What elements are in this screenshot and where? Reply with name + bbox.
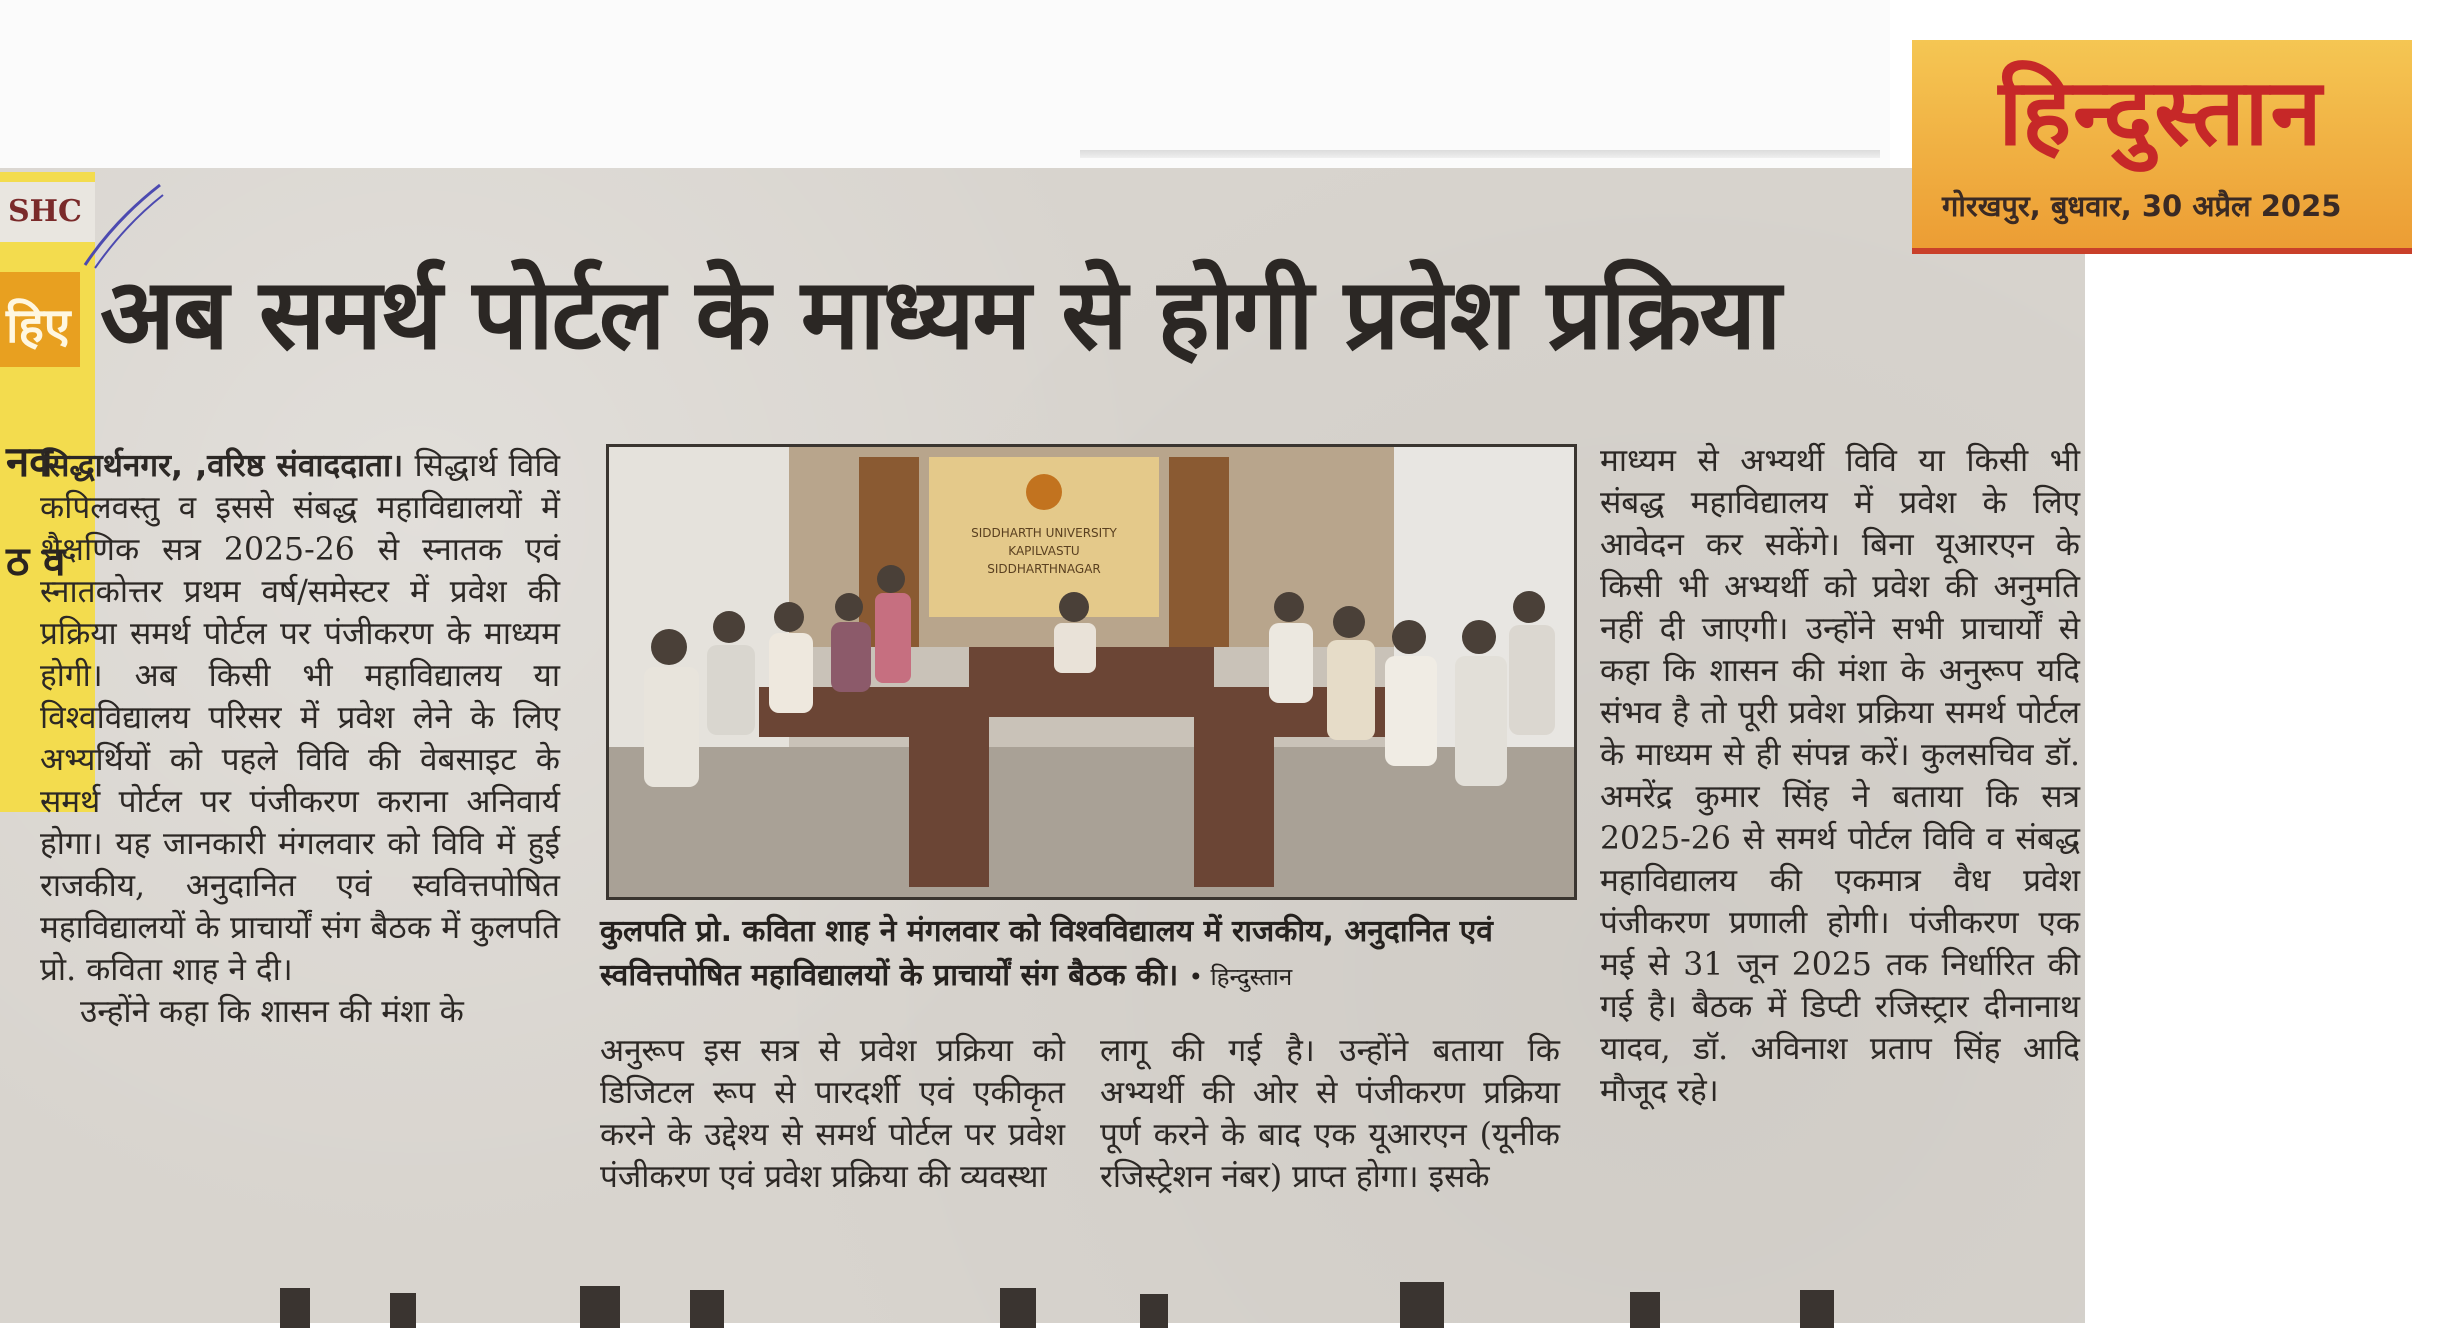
fragment-text: ठ व: [6, 538, 66, 585]
column-4-text: माध्यम से अभ्यर्थी विवि या किसी भी संबद्ध महाविद्यालय में प्रवेश के लिए आवेदन कर सकेंगे। बिना यूआरएन के किसी भी अभ्यर्थी को प्रवेश की अनुमति नहीं दी जाएगी। उन्होंने सभी प्राचार्यों से कहा कि शासन की मंशा के अनुरूप यदि संभव है तो पूरी प्रवेश प्रक्रिया समर्थ पोर्टल के माध्यम से ही संपन्न करें। कुलसचिव डॉ. अमरेंद्र कुमार सिंह ने बताया कि सत्र 2025-26 से समर्थ पोर्टल विवि व संबद्ध महाविद्यालय की एकमात्र वैध प्रवेश पंजीकरण प्रणाली होगी। पंजीकरण एक मई से 31 जून 2025 तक निर्धारित की गई है। बैठक में डिप्टी रजिस्ट्रार दीनानाथ यादव, डॉ. अविनाश प्रताप सिंह आदि मौजूद रहे।: [1600, 443, 2080, 1109]
backdrop-text-3: SIDDHARTHNAGAR: [987, 562, 1101, 576]
column-1-text: सिद्धार्थ विवि कपिलवस्तु व इससे संबद्ध महाविद्यालयों में शैक्षणिक सत्र 2025-26 से स्नातक एवं स्नातकोत्तर प्रथम वर्ष/समेस्टर में प्रवेश की प्रक्रिया समर्थ पोर्टल पर पंजीकरण के माध्यम होगी। अब किसी भी महाविद्यालय या विश्वविद्यालय परिसर में प्रवेश लेने के लिए अभ्यर्थियों को पहले विवि की वेबसाइट के समर्थ पोर्टल पर पंजीकरण कराना अनिवार्य होगा। यह जानकारी मंगलवार को विवि में हुई राजकीय, अनुदानित एवं स्ववित्तपोषित महाविद्यालयों के प्राचार्यों संग बैठक में कुलपति प्रो. कविता शाह ने दी।: [40, 448, 560, 988]
caption-text: कुलपति प्रो. कविता शाह ने मंगलवार को विश्वविद्यालय में राजकीय, अनुदानित एवं स्ववित्तपोषित महाविद्यालयों के प्राचार्यों संग बैठक की।: [600, 914, 1493, 993]
meeting-photo-illustration: [609, 447, 1574, 897]
column-1-para-2: उन्होंने कहा कि शासन की मंशा के: [80, 994, 464, 1030]
article-column-1: [40, 445, 560, 1033]
article-byline: सिद्धार्थनगर, ,वरिष्ठ संवाददाता।: [40, 448, 404, 484]
adjacent-page-text-edge: [1080, 150, 1880, 158]
caption-credit: • हिन्दुस्तान: [1188, 963, 1293, 991]
article-headline: अब समर्थ पोर्टल के माध्यम से होगी प्रवेश प्रक्रिया: [100, 258, 1780, 372]
meeting-photo: [606, 444, 1577, 900]
article-column-3: [1100, 1030, 1560, 1198]
fragment-text: नव: [6, 437, 53, 486]
article-column-2: [600, 1030, 1065, 1198]
photo-caption: [600, 910, 1530, 999]
backdrop-text-2: KAPILVASTU: [1008, 544, 1080, 558]
article-column-4: [1600, 440, 2080, 1112]
fragment-text: हिए: [6, 298, 71, 354]
column-2-text: अनुरूप इस सत्र से प्रवेश प्रक्रिया को डिजिटल रूप से पारदर्शी एवं एकीकृत करने के उद्देश्य से समर्थ पोर्टल पर प्रवेश पंजीकरण एवं प्रवेश प्रक्रिया की व्यवस्था: [600, 1033, 1065, 1195]
fragment-text: SHC: [8, 194, 82, 229]
edition-dateline: गोरखपुर, बुधवार, 30 अप्रैल 2025: [1942, 189, 2342, 223]
column-3-text: लागू की गई है। उन्होंने बताया कि अभ्यर्थी की ओर से पंजीकरण प्रक्रिया पूर्ण करने के बाद एक यूआरएन (यूनीक रजिस्ट्रेशन नंबर) प्राप्त होगा। इसके: [1100, 1033, 1560, 1195]
cut-text-fragments: [100, 1268, 2080, 1328]
newspaper-masthead: [1912, 40, 2412, 254]
backdrop-text-1: SIDDHARTH UNIVERSITY: [971, 526, 1117, 540]
adjacent-page-strip: [0, 0, 1890, 172]
newspaper-name: हिन्दुस्तान: [1998, 58, 2324, 166]
